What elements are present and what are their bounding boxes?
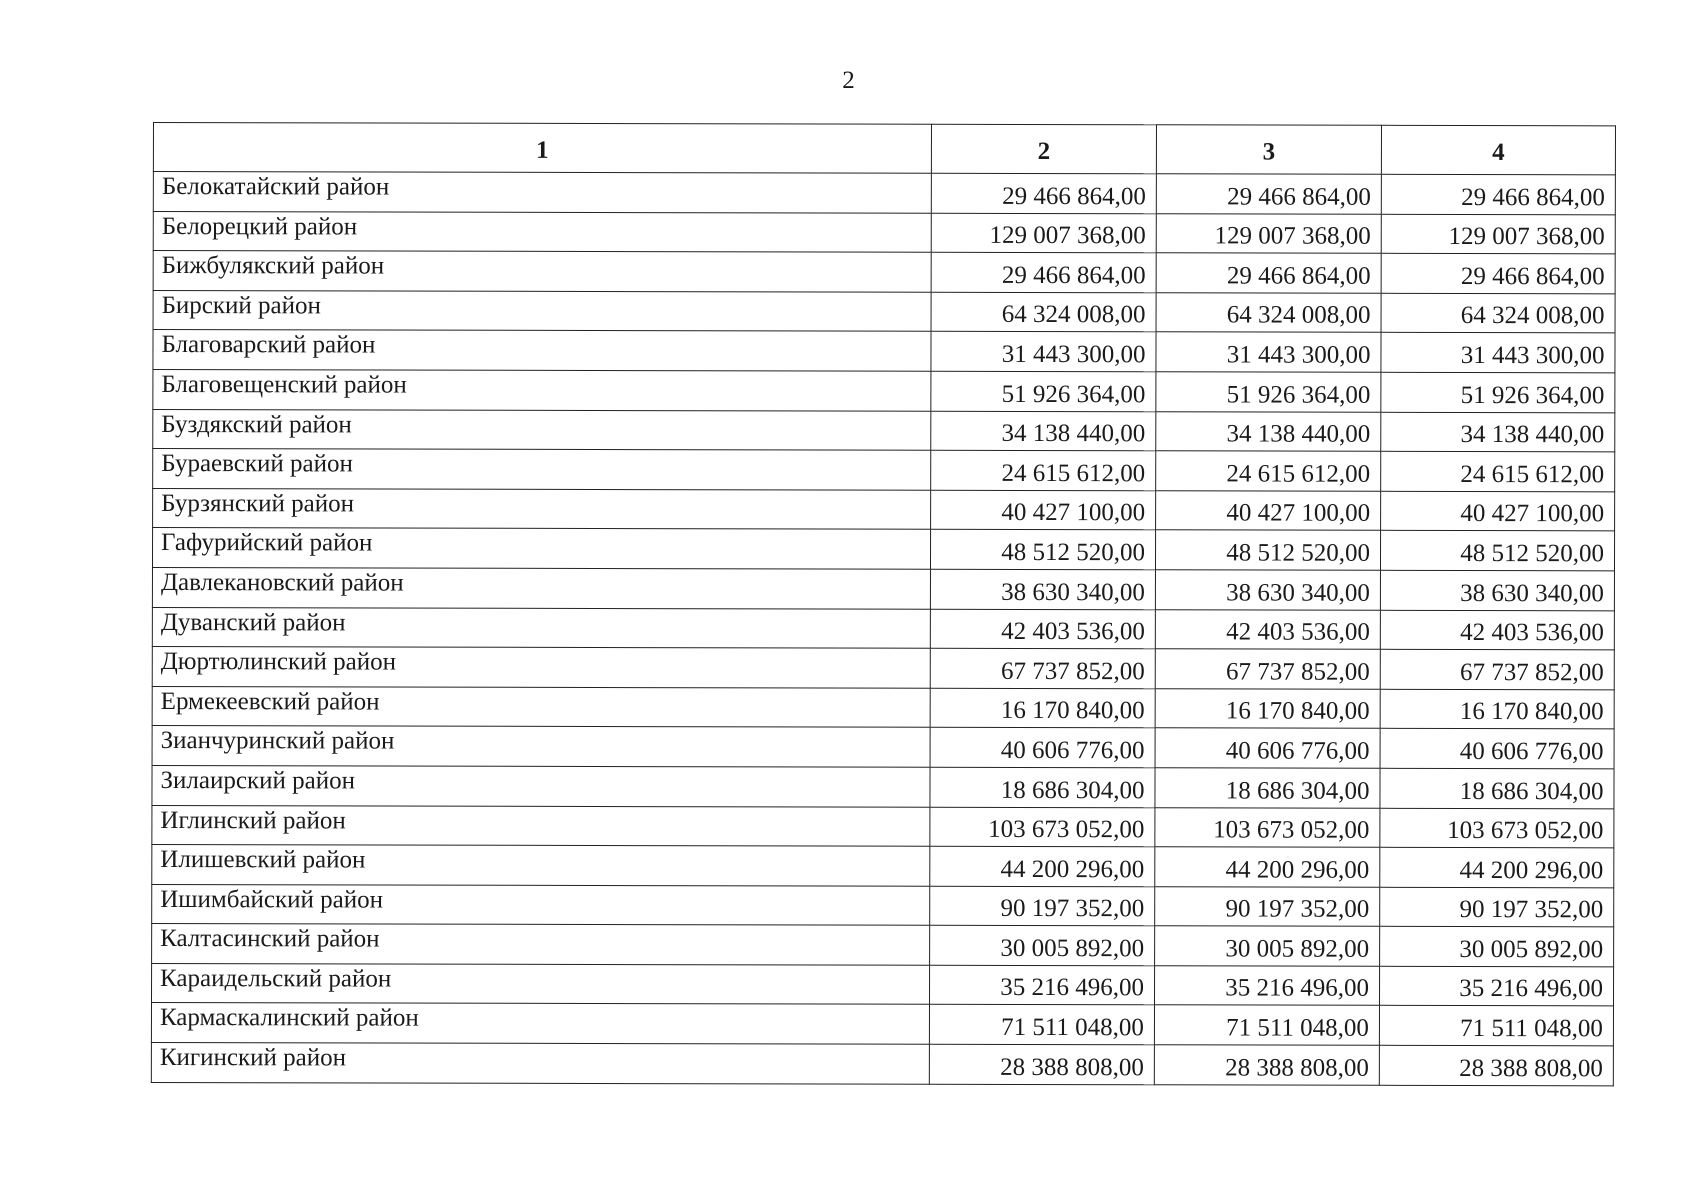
- value-col-2-cell: 90 197 352,00: [930, 886, 1155, 926]
- value-col-2-cell: 103 673 052,00: [930, 807, 1155, 847]
- table-row: [152, 686, 1614, 729]
- value-col-3-cell: 35 216 496,00: [1154, 966, 1379, 1006]
- value-col-4-cell: 31 443 300,00: [1381, 333, 1615, 373]
- value-col-2-cell: 34 138 440,00: [931, 411, 1156, 451]
- value-col-2-cell: 18 686 304,00: [930, 767, 1155, 807]
- value-col-3-cell: 44 200 296,00: [1155, 847, 1380, 887]
- table-row: [152, 647, 1614, 690]
- district-name-cell: Дуванский район: [152, 607, 930, 648]
- value-col-2-cell: 16 170 840,00: [930, 688, 1155, 728]
- value-col-2-cell: 31 443 300,00: [931, 332, 1156, 372]
- district-name-cell: Ермекеевский район: [152, 686, 930, 727]
- district-name-cell: Благоварский район: [153, 330, 931, 371]
- column-header-3: 3: [1156, 125, 1381, 175]
- district-name-cell: Зилаирский район: [152, 765, 930, 806]
- value-col-4-cell: 28 388 808,00: [1379, 1045, 1613, 1085]
- value-col-4-cell: 29 466 864,00: [1381, 253, 1615, 293]
- table-row: [153, 449, 1615, 492]
- value-col-3-cell: 90 197 352,00: [1155, 886, 1380, 926]
- district-name-cell: Белокатайский район: [153, 172, 931, 213]
- value-col-3-cell: 38 630 340,00: [1155, 570, 1380, 610]
- value-col-4-cell: 40 606 776,00: [1380, 729, 1614, 769]
- table-row: [152, 607, 1614, 650]
- district-name-cell: Бижбулякский район: [153, 251, 931, 292]
- district-name-cell: Дюртюлинский район: [152, 647, 930, 688]
- page-number: 2: [842, 67, 855, 94]
- district-name-cell: Бирский район: [153, 290, 931, 331]
- column-header-2: 2: [931, 124, 1156, 174]
- column-header-1: 1: [153, 123, 931, 174]
- value-col-2-cell: 29 466 864,00: [931, 252, 1156, 292]
- district-name-cell: Иглинский район: [152, 805, 930, 846]
- value-col-3-cell: 40 427 100,00: [1156, 491, 1381, 531]
- value-col-2-cell: 35 216 496,00: [929, 965, 1154, 1005]
- value-col-3-cell: 29 466 864,00: [1156, 253, 1381, 293]
- value-col-3-cell: 30 005 892,00: [1155, 926, 1380, 966]
- value-col-2-cell: 67 737 852,00: [930, 648, 1155, 688]
- district-name-cell: Белорецкий район: [153, 211, 931, 252]
- value-col-3-cell: 24 615 612,00: [1156, 451, 1381, 491]
- table-row: [152, 845, 1614, 888]
- table-row: [151, 1043, 1613, 1086]
- value-col-3-cell: 71 511 048,00: [1154, 1005, 1379, 1045]
- district-name-cell: Гафурийский район: [152, 528, 930, 569]
- district-name-cell: Ишимбайский район: [152, 884, 930, 925]
- value-col-3-cell: 28 388 808,00: [1154, 1045, 1379, 1085]
- value-col-3-cell: 51 926 364,00: [1156, 372, 1381, 412]
- value-col-4-cell: 51 926 364,00: [1381, 372, 1615, 412]
- value-col-2-cell: 42 403 536,00: [930, 609, 1155, 649]
- value-col-4-cell: 30 005 892,00: [1380, 927, 1614, 967]
- value-col-4-cell: 129 007 368,00: [1381, 214, 1615, 254]
- value-col-4-cell: 29 466 864,00: [1381, 174, 1615, 214]
- table-row: [153, 172, 1615, 215]
- value-col-4-cell: 24 615 612,00: [1381, 451, 1615, 491]
- table-row: [153, 330, 1615, 373]
- value-col-4-cell: 42 403 536,00: [1380, 610, 1614, 650]
- table-row: [153, 369, 1615, 412]
- table-row: [153, 488, 1615, 531]
- value-col-4-cell: 44 200 296,00: [1380, 847, 1614, 887]
- value-col-2-cell: 30 005 892,00: [930, 926, 1155, 966]
- value-col-2-cell: 29 466 864,00: [931, 173, 1156, 213]
- value-col-2-cell: 51 926 364,00: [931, 371, 1156, 411]
- value-col-3-cell: 67 737 852,00: [1155, 649, 1380, 689]
- district-name-cell: Калтасинский район: [152, 924, 930, 965]
- table-row: [152, 567, 1614, 610]
- value-col-4-cell: 40 427 100,00: [1381, 491, 1615, 531]
- table-row: [152, 963, 1614, 1006]
- district-name-cell: Илишевский район: [152, 845, 930, 886]
- value-col-4-cell: 35 216 496,00: [1379, 966, 1613, 1006]
- district-name-cell: Давлекановский район: [152, 567, 930, 608]
- district-name-cell: Буздякский район: [153, 409, 931, 450]
- table-row: [153, 409, 1615, 452]
- table-row: [153, 211, 1615, 254]
- value-col-2-cell: 129 007 368,00: [931, 213, 1156, 253]
- value-col-4-cell: 18 686 304,00: [1380, 768, 1614, 808]
- value-col-3-cell: 40 606 776,00: [1155, 728, 1380, 768]
- value-col-2-cell: 40 606 776,00: [930, 728, 1155, 768]
- value-col-3-cell: 103 673 052,00: [1155, 807, 1380, 847]
- value-col-4-cell: 38 630 340,00: [1380, 570, 1614, 610]
- district-name-cell: Благовещенский район: [153, 369, 931, 410]
- value-col-3-cell: 29 466 864,00: [1156, 174, 1381, 214]
- value-col-2-cell: 40 427 100,00: [931, 490, 1156, 530]
- value-col-4-cell: 103 673 052,00: [1380, 808, 1614, 848]
- district-name-cell: Кигинский район: [151, 1043, 929, 1084]
- value-col-4-cell: 34 138 440,00: [1381, 412, 1615, 452]
- value-col-2-cell: 48 512 520,00: [930, 530, 1155, 570]
- table-row: [152, 726, 1614, 769]
- table-row: [152, 805, 1614, 848]
- table-row: [153, 251, 1615, 294]
- value-col-3-cell: 48 512 520,00: [1155, 530, 1380, 570]
- value-col-3-cell: 34 138 440,00: [1156, 411, 1381, 451]
- value-col-3-cell: 16 170 840,00: [1155, 688, 1380, 728]
- value-col-4-cell: 67 737 852,00: [1380, 649, 1614, 689]
- value-col-3-cell: 129 007 368,00: [1156, 213, 1381, 253]
- value-col-3-cell: 64 324 008,00: [1156, 293, 1381, 333]
- table-row: [152, 884, 1614, 927]
- district-name-cell: Караидельский район: [152, 963, 930, 1004]
- district-name-cell: Зианчуринский район: [152, 726, 930, 767]
- value-col-2-cell: 38 630 340,00: [930, 569, 1155, 609]
- value-col-2-cell: 28 388 808,00: [929, 1044, 1154, 1084]
- value-col-3-cell: 42 403 536,00: [1155, 609, 1380, 649]
- table-row: [151, 1003, 1613, 1046]
- table-row: [152, 528, 1614, 571]
- value-col-4-cell: 64 324 008,00: [1381, 293, 1615, 333]
- value-col-2-cell: 64 324 008,00: [931, 292, 1156, 332]
- table-row: [153, 290, 1615, 333]
- value-col-4-cell: 90 197 352,00: [1380, 887, 1614, 927]
- value-col-2-cell: 24 615 612,00: [931, 450, 1156, 490]
- value-col-4-cell: 48 512 520,00: [1380, 531, 1614, 571]
- header-row: [153, 123, 1615, 175]
- table-row: [152, 924, 1614, 967]
- district-name-cell: Бурзянский район: [153, 488, 931, 529]
- value-col-4-cell: 71 511 048,00: [1379, 1006, 1613, 1046]
- column-header-4: 4: [1381, 125, 1615, 175]
- value-col-2-cell: 71 511 048,00: [929, 1005, 1154, 1045]
- value-col-4-cell: 16 170 840,00: [1380, 689, 1614, 729]
- table-body: [151, 172, 1615, 1086]
- budget-table: [151, 122, 1616, 1086]
- table-row: [152, 765, 1614, 808]
- value-col-2-cell: 44 200 296,00: [930, 846, 1155, 886]
- value-col-3-cell: 18 686 304,00: [1155, 768, 1380, 808]
- district-name-cell: Кармаскалинский район: [151, 1003, 929, 1044]
- district-name-cell: Бураевский район: [153, 449, 931, 490]
- value-col-3-cell: 31 443 300,00: [1156, 332, 1381, 372]
